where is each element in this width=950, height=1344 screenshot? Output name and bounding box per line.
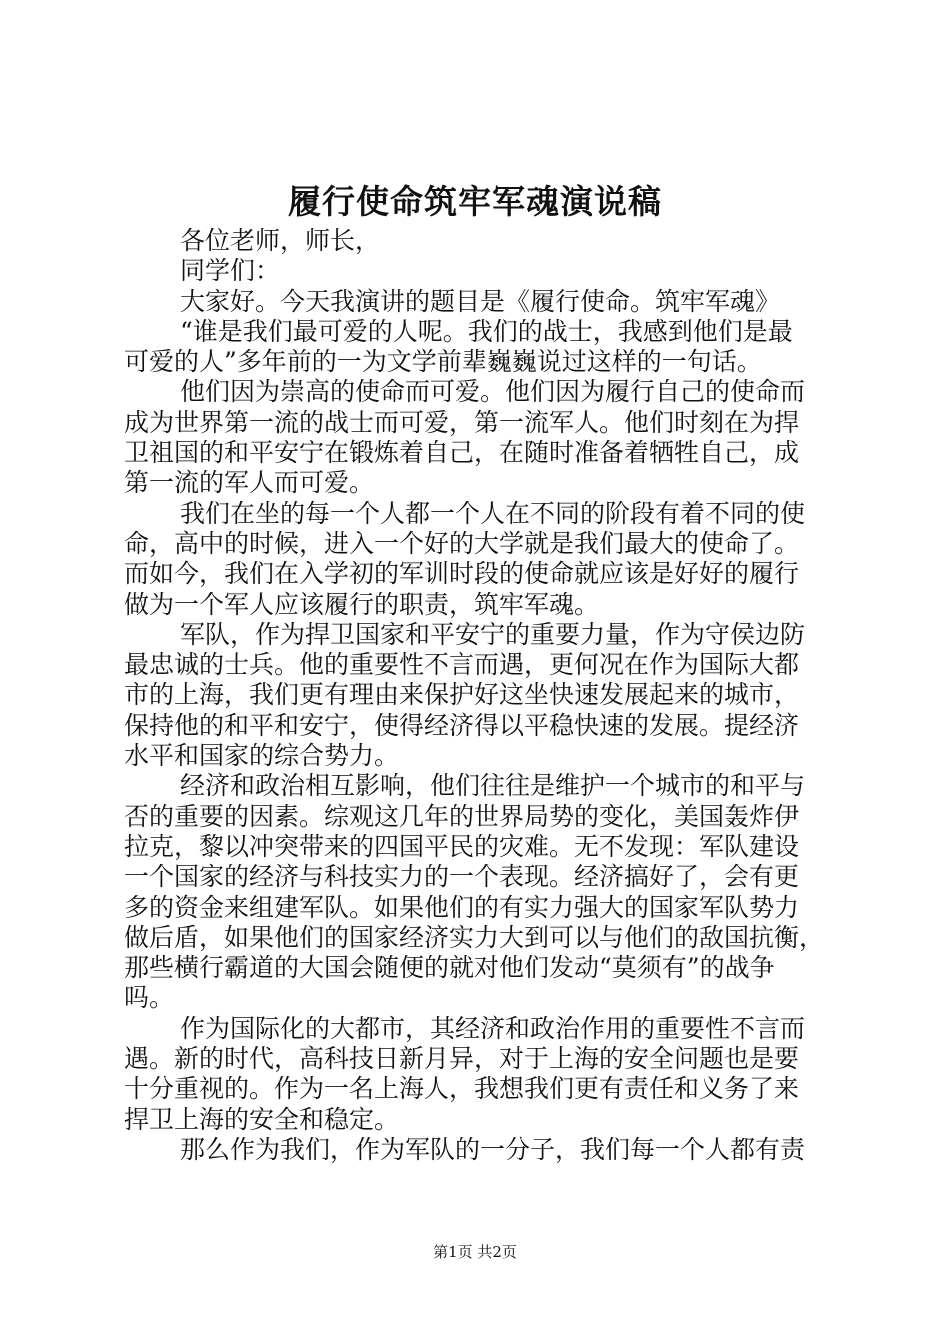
body-line: 一个国家的经济与科技实力的一个表现。经济搞好了，会有更 <box>124 862 800 892</box>
body-line: 做后盾，如果他们的国家经济实力大到可以与他们的敌国抗衡， <box>124 922 825 952</box>
body-line: 十分重视的。作为一名上海人，我想我们更有责任和义务了来 <box>124 1074 800 1104</box>
body-line: 命，高中的时候，进入一个好的大学就是我们最大的使命了。 <box>124 528 800 558</box>
body-line: 军队，作为捍卫国家和平安宁的重要力量，作为守侯边防 <box>180 619 806 649</box>
body-line: 最忠诚的士兵。他的重要性不言而遇，更何况在作为国际大都 <box>124 650 800 680</box>
body-line: 那些横行霸道的大国会随便的就对他们发动“莫须有”的战争 <box>124 953 775 983</box>
body-line: 卫祖国的和平安宁在锻炼着自己，在随时准备着牺牲自己，成 <box>124 438 800 468</box>
body-line: 成为世界第一流的战士而可爱，第一流军人。他们时刻在为捍 <box>124 407 800 437</box>
document-body <box>124 226 840 1165</box>
body-line: 大家好。今天我演讲的题目是《履行使命。筑牢军魂》 <box>180 286 781 316</box>
body-line: 捍卫上海的安全和稳定。 <box>124 1104 400 1134</box>
body-line: 那么作为我们，作为军队的一分子，我们每一个人都有责 <box>180 1134 806 1164</box>
body-line: 第一流的军人而可爱。 <box>124 468 375 498</box>
body-line: 吗。 <box>124 983 175 1013</box>
body-line: 我们在坐的每一个人都一个人在不同的阶段有着不同的使 <box>180 498 806 528</box>
body-line: 否的重要的因素。综观这几年的世界局势的变化，美国轰炸伊 <box>124 801 800 831</box>
body-line: 可爱的人”多年前的一为文学前辈巍巍说过这样的一句话。 <box>124 347 762 377</box>
body-line: 各位老师，师长， <box>180 226 381 255</box>
body-line: 做为一个军人应该履行的职责，筑牢军魂。 <box>124 589 600 619</box>
body-line: 作为国际化的大都市，其经济和政治作用的重要性不言而 <box>180 1013 806 1043</box>
body-line: 多的资金来组建军队。如果他们的有实力强大的国家军队势力 <box>124 892 800 922</box>
body-line: 市的上海，我们更有理由来保护好这坐快速发展起来的城市， <box>124 680 800 710</box>
body-line: 遇。新的时代，高科技日新月异，对于上海的安全问题也是要 <box>124 1044 800 1074</box>
body-line: 他们因为崇高的使命而可爱。他们因为履行自己的使命而 <box>180 377 806 407</box>
body-line: 经济和政治相互影响，他们往往是维护一个城市的和平与 <box>180 771 806 801</box>
body-line: 水平和国家的综合势力。 <box>124 741 400 771</box>
body-line: 同学们： <box>180 256 281 286</box>
body-line: 保持他的和平和安宁，使得经济得以平稳快速的发展。提经济 <box>124 710 800 740</box>
page-footer: 第1页 共2页 <box>433 1243 517 1261</box>
document-title: 履行使命筑牢军魂演说稿 <box>288 182 662 221</box>
body-line: 拉克，黎以冲突带来的四国平民的灾难。无不发现：军队建设 <box>124 831 800 861</box>
body-line: “谁是我们最可爱的人呢。我们的战士，我感到他们是最 <box>180 316 793 346</box>
body-line: 而如今，我们在入学初的军训时段的使命就应该是好好的履行 <box>124 559 800 589</box>
